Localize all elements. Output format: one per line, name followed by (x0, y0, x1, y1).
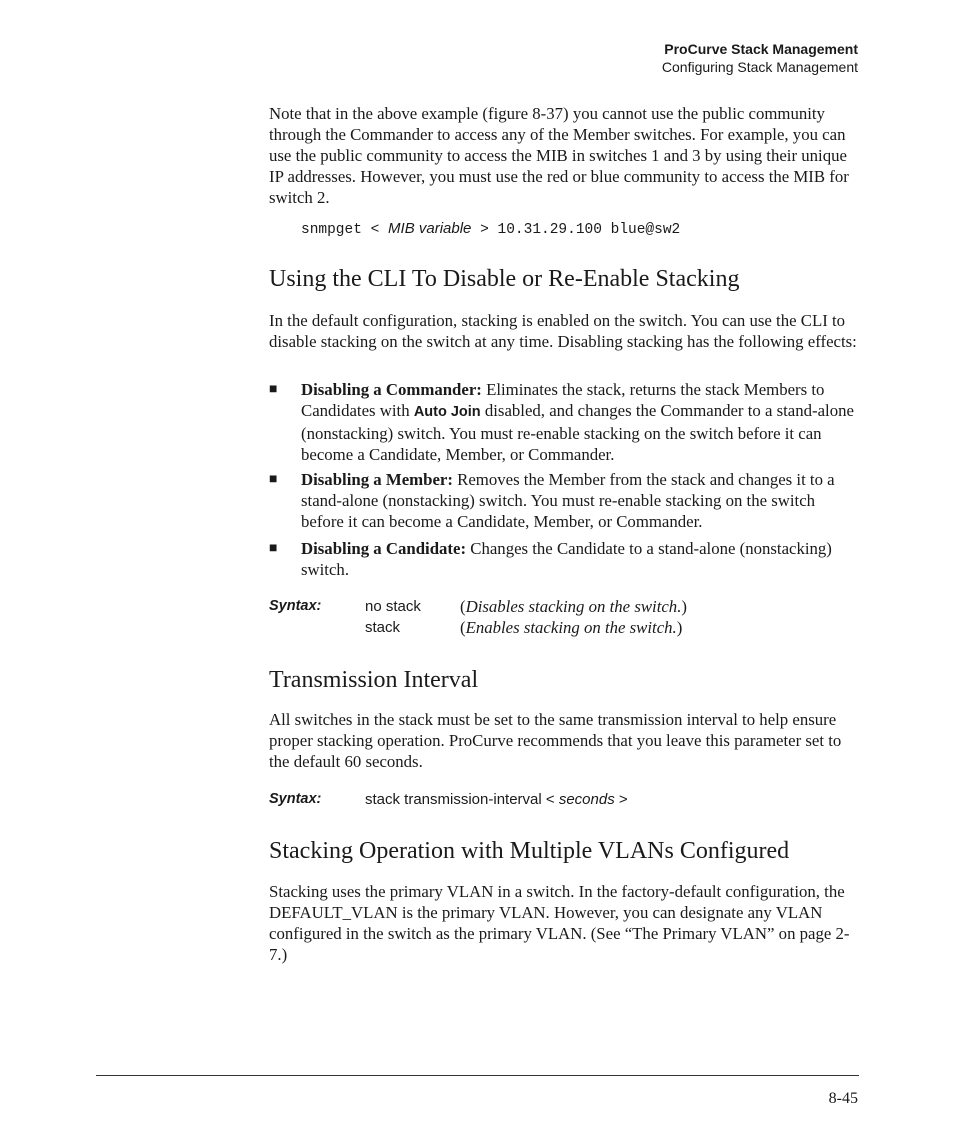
syntax-command: stack (365, 619, 401, 636)
heading-transmission-interval: Transmission Interval (269, 667, 479, 693)
intro-paragraph: Note that in the above example (figure 8-37) you cannot use the public community through the Commander to access any of the Member switches. For example, you can use the public community to access the MIB in switches 1 and 3 by using their unique IP addresses. However, you must use the red or blue community to access the MIB for switch 2. (269, 104, 849, 207)
bullet-term: Disabling a Candidate: (301, 539, 467, 558)
syntax-command-variable: seconds (558, 791, 615, 808)
heading-multiple-vlans: Stacking Operation with Multiple VLANs Configured (269, 838, 790, 864)
bullet-disabling-candidate (269, 538, 861, 580)
syntax-description: (Enables stacking on the switch.) (460, 618, 683, 637)
command-suffix: > 10.31.29.100 blue@sw2 (480, 222, 681, 238)
syntax-label: Syntax: (269, 791, 322, 807)
bullet-term: Disabling a Member: (301, 470, 453, 489)
auto-join-keyword: Auto Join (413, 404, 481, 420)
vlans-paragraph: Stacking uses the primary VLAN in a switch. In the factory-default configuration, the DEFAULT_VLAN is the primary VLAN. However, you can designate any VLAN configured in the switch as the primary VLAN. (See “The Primary VLAN” on page 2-7.) (269, 882, 850, 964)
bullet-square-icon: ■ (269, 472, 278, 487)
bullet-text-before: Eliminates the stack, returns the stack Members to Candidates with (301, 380, 825, 420)
footer-divider (96, 1075, 859, 1076)
syntax-command (365, 789, 628, 810)
bullet-square-icon: ■ (269, 382, 278, 397)
bullet-square-icon: ■ (269, 541, 278, 556)
header-subtitle: Configuring Stack Management (661, 59, 858, 75)
syntax-description-text: Disables stacking on the switch. (465, 597, 682, 616)
heading-disable-stacking: Using the CLI To Disable or Re-Enable Stacking (269, 266, 740, 292)
syntax-command: no stack (365, 598, 421, 615)
syntax-command-prefix: stack transmission-interval < (365, 791, 555, 808)
syntax-command-suffix: > (618, 791, 628, 808)
syntax-description: (Disables stacking on the switch.) (460, 597, 687, 616)
bullet-disabling-commander (269, 379, 861, 465)
syntax-description-text: Enables stacking on the switch. (465, 618, 677, 637)
header-title: ProCurve Stack Management (664, 41, 858, 57)
snmpget-command-example (301, 219, 680, 240)
bullet-term: Disabling a Commander: (301, 380, 482, 399)
command-variable: MIB variable (388, 220, 472, 237)
command-prefix: snmpget < (301, 222, 380, 238)
bullet-disabling-member (269, 469, 861, 532)
syntax-label: Syntax: (269, 598, 322, 614)
running-header (662, 40, 858, 76)
bullet-text-after: disabled, and changes the Commander to a stand-alone (nonstacking) switch. You must re-enable stacking on the switch before it can become a Candidate, Member, or Commander. (301, 401, 854, 464)
bullet-text: Changes the Candidate to a stand-alone (nonstacking) switch. (301, 539, 832, 579)
bullet-text: Removes the Member from the stack and changes it to a stand-alone (nonstacking) switch. You must re-enable stacking on the switch before it can become a Candidate, Member, or Commander. (301, 470, 835, 531)
page-number: 8-45 (828, 1090, 858, 1107)
disable-intro-paragraph: In the default configuration, stacking is enabled on the switch. You can use the CLI to disable stacking on the switch at any time. Disabling stacking has the following effects: (269, 311, 857, 351)
interval-paragraph: All switches in the stack must be set to the same transmission interval to help ensure proper stacking operation. ProCurve recommends that you leave this parameter set to the default 60 seconds. (269, 710, 842, 771)
